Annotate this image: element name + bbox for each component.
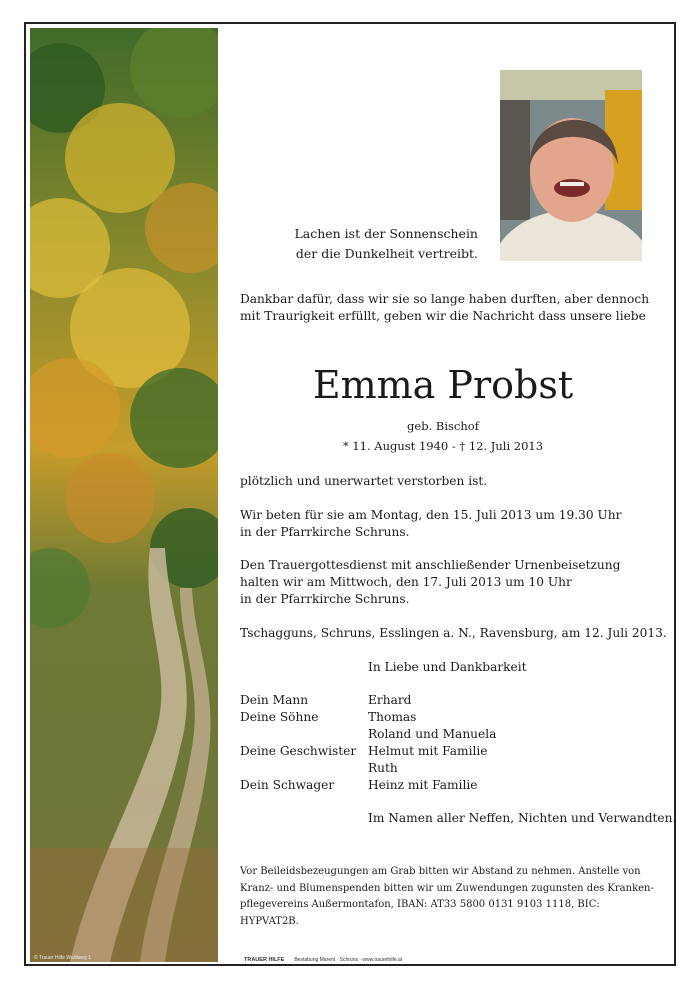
family-row: [240, 743, 496, 760]
relatives-text: Im Namen aller Neffen, Nichten und Verwandten.: [368, 811, 677, 825]
family-member: Erhard: [368, 693, 412, 707]
service-line: Den Trauergottesdienst mit anschließender Urnenbeisetzung: [240, 558, 621, 572]
family-role: [240, 726, 368, 743]
intro-line: mit Traurigkeit erfüllt, geben wir die Nachricht dass unsere liebe: [240, 309, 646, 323]
family-member: Helmut mit Familie: [368, 744, 488, 758]
family-list: [240, 692, 496, 794]
quote: [240, 224, 478, 264]
donation-line: Vor Beileidsbezeugungen am Grab bitten wir Abstand zu nehmen. Anstelle von: [240, 866, 641, 877]
life-dates: * 11. August 1940 - † 12. Juli 2013: [342, 439, 544, 453]
footer-brand: TRAUER HILFE: [244, 957, 285, 963]
family-member: Heinz mit Familie: [368, 778, 478, 792]
family-row: [240, 692, 496, 709]
service-line: halten wir am Mittwoch, den 17. Juli 2013 um 10 Uhr: [240, 575, 572, 589]
image-credit: © Trauer Hilfe Waldweg 1: [34, 955, 91, 961]
prayer-line: in der Pfarrkirche Schruns.: [240, 525, 410, 539]
footer: [244, 957, 402, 963]
family-role: Deine Geschwister: [240, 744, 357, 758]
intro-line: Dankbar dafür, dass wir sie so lange haben durften, aber dennoch: [240, 292, 650, 306]
family-role: Deine Söhne: [240, 710, 319, 724]
birth-name: geb. Bischof: [407, 419, 479, 433]
family-member: Thomas: [368, 710, 417, 724]
donation-note: [240, 864, 660, 930]
footer-info: Bestattung Marent · Schruns · www.trauerhilfe.at: [294, 957, 403, 963]
prayer-info: [240, 507, 621, 541]
family-row: [240, 726, 496, 743]
family-row: [240, 709, 496, 726]
family-row: [240, 760, 496, 777]
donation-line: Kranz- und Blumenspenden bitten wir um Zuwendungen zugunsten des Kranken-: [240, 882, 654, 894]
portrait-photo: [500, 70, 642, 261]
service-line: in der Pfarrkirche Schruns.: [240, 592, 410, 606]
service-info: [240, 557, 620, 608]
quote-line: Lachen ist der Sonnenschein: [294, 226, 478, 241]
death-note: plötzlich und unerwartet verstorben ist.: [240, 474, 488, 488]
closing-text: In Liebe und Dankbarkeit: [368, 660, 527, 674]
deceased-name: Emma Probst: [312, 363, 574, 407]
family-member: Roland und Manuela: [368, 727, 497, 741]
family-member: Ruth: [368, 761, 398, 775]
quote-line: der die Dunkelheit vertreibt.: [295, 246, 478, 261]
family-role: Dein Schwager: [240, 778, 335, 792]
forest-path-photo: [30, 28, 218, 962]
donation-line: pflegevereins Außermontafon, IBAN: AT33 5800 0131 9103 1118, BIC: HYPVAT2B.: [240, 899, 600, 927]
place-date: Tschagguns, Schruns, Esslingen a. N., Ravensburg, am 12. Juli 2013.: [240, 626, 667, 640]
prayer-line: Wir beten für sie am Montag, den 15. Juli 2013 um 19.30 Uhr: [240, 508, 622, 522]
family-row: [240, 777, 496, 794]
intro-text: [240, 291, 649, 325]
family-role: Dein Mann: [240, 693, 309, 707]
family-role: [240, 760, 368, 777]
